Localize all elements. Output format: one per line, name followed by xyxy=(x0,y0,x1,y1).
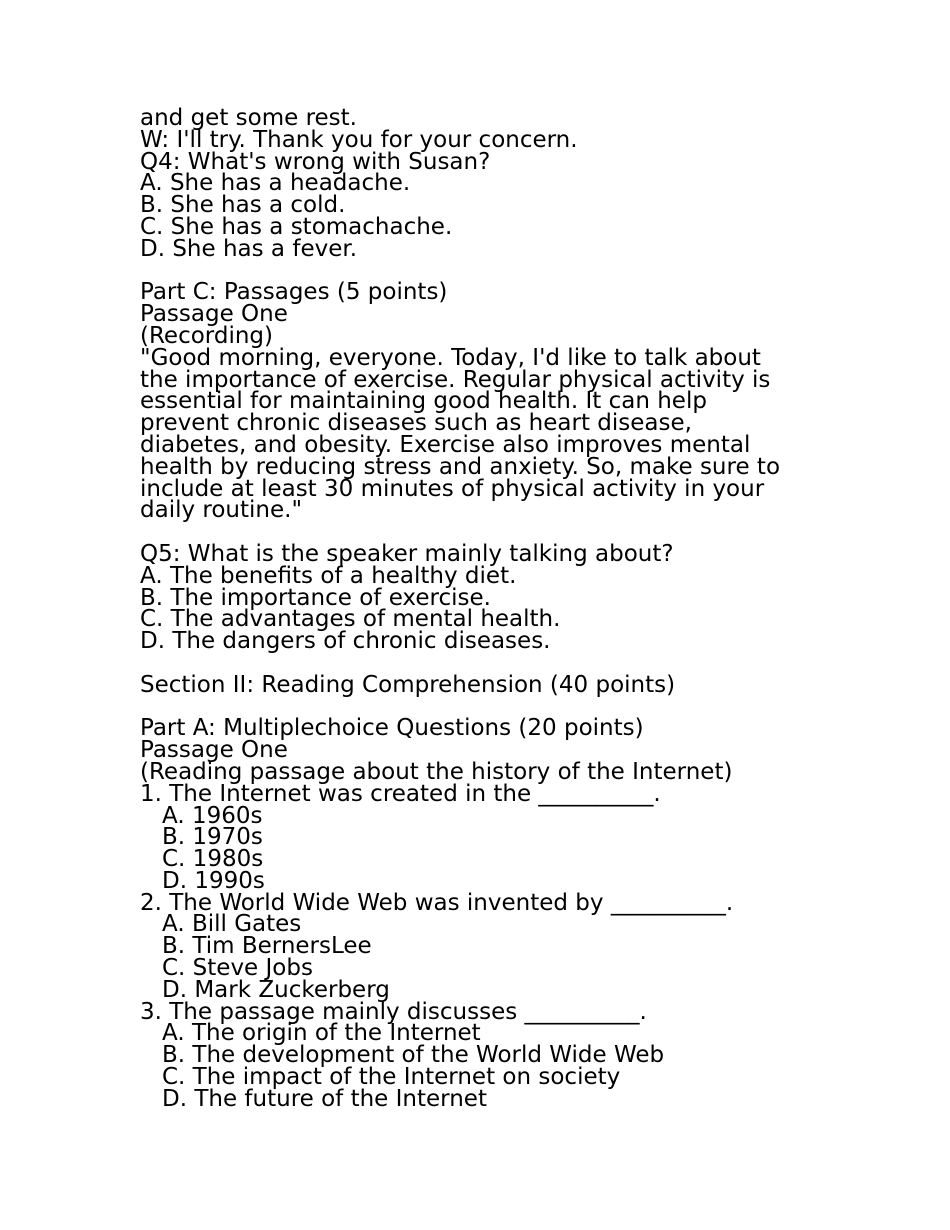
dialogue-line: and get some rest. xyxy=(140,105,357,131)
q2-option-d: D. Mark Zuckerberg xyxy=(162,976,390,1003)
dialogue-line: W: I'll try. Thank you for your concern. xyxy=(140,126,578,153)
q3-option-c: C. The impact of the Internet on society xyxy=(162,1064,621,1091)
q3-option-d: D. The future of the Internet xyxy=(162,1085,487,1112)
recording-note: (Recording) xyxy=(140,322,273,349)
passage-title: Passage One xyxy=(140,737,288,764)
transcript-line: diabetes, and obesity. Exercise also improves mental xyxy=(140,431,751,458)
question-1-stem: 1. The Internet was created in the __________. xyxy=(140,780,661,807)
q4-option-d: D. She has a fever. xyxy=(140,235,358,262)
question-q5: Q5: What is the speaker mainly talking about? xyxy=(140,540,674,567)
question-3-stem: 3. The passage mainly discusses __________. xyxy=(140,998,647,1025)
q2-option-b: B. Tim BernersLee xyxy=(162,933,372,960)
passage-title: Passage One xyxy=(140,301,288,328)
q1-option-a: A. 1960s xyxy=(162,802,263,829)
q5-option-d: D. The dangers of chronic diseases. xyxy=(140,628,551,655)
document-page xyxy=(140,105,840,1112)
q1-option-c: C. 1980s xyxy=(162,846,264,873)
transcript-line: prevent chronic diseases such as heart disease, xyxy=(140,410,692,437)
q4-option-b: B. She has a cold. xyxy=(140,192,346,219)
q1-option-b: B. 1970s xyxy=(162,824,263,851)
transcript-line: the importance of exercise. Regular physical activity is xyxy=(140,366,771,393)
q2-option-c: C. Steve Jobs xyxy=(162,955,313,982)
part-c-heading: Part C: Passages (5 points) xyxy=(140,279,448,306)
q2-option-a: A. Bill Gates xyxy=(162,911,302,938)
q5-option-b: B. The importance of exercise. xyxy=(140,584,491,611)
transcript-line: "Good morning, everyone. Today, I'd like to talk about xyxy=(140,344,761,371)
transcript-line: daily routine." xyxy=(140,497,303,524)
q4-option-a: A. She has a headache. xyxy=(140,170,411,197)
q5-option-c: C. The advantages of mental health. xyxy=(140,606,561,633)
question-2-stem: 2. The World Wide Web was invented by __________. xyxy=(140,889,734,916)
q1-option-d: D. 1990s xyxy=(162,867,265,894)
question-q4: Q4: What's wrong with Susan? xyxy=(140,148,491,175)
section-2-heading: Section II: Reading Comprehension (40 points) xyxy=(140,671,676,698)
q5-option-a: A. The benefits of a healthy diet. xyxy=(140,562,517,589)
transcript-line: include at least 30 minutes of physical activity in your xyxy=(140,475,765,502)
transcript-line: essential for maintaining good health. It can help xyxy=(140,388,707,415)
part-a-heading: Part A: Multiplechoice Questions (20 points) xyxy=(140,715,644,742)
q3-option-b: B. The development of the World Wide Web xyxy=(162,1042,665,1069)
q3-option-a: A. The origin of the Internet xyxy=(162,1020,481,1047)
transcript-line: health by reducing stress and anxiety. So, make sure to xyxy=(140,453,781,480)
q4-option-c: C. She has a stomachache. xyxy=(140,213,453,240)
reading-note: (Reading passage about the history of the Internet) xyxy=(140,758,733,785)
